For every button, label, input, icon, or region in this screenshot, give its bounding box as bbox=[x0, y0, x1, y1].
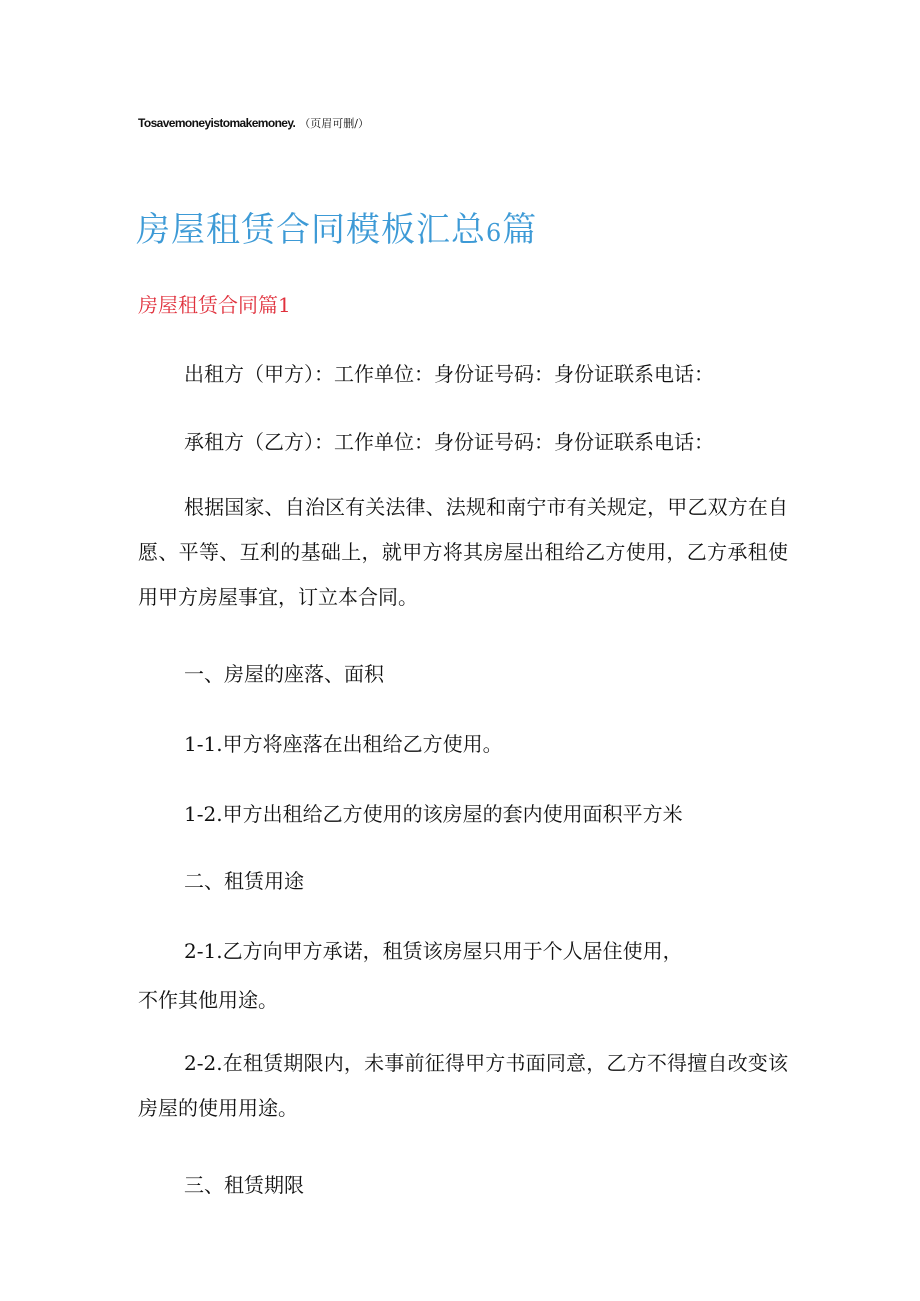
document-title-main: 房屋租赁合同模板汇总 bbox=[136, 210, 486, 250]
header-chinese-text: （页眉可删/） bbox=[299, 117, 370, 130]
clause-1-1: 1-1.甲方将座落在出租给乙方使用。 bbox=[184, 732, 503, 756]
lessee-line: 承租方（乙方）：工作单位：身份证号码：身份证联系电话： bbox=[184, 430, 714, 454]
preamble-paragraph: 根据国家、自治区有关法律、法规和南宁市有关规定，甲乙双方在自愿、平等、互利的基础上，就甲方将其房屋出租给乙方使用，乙方承租使用甲方房屋事宜，订立本合同。 bbox=[138, 495, 788, 609]
clause-2-1-line2: 不作其他用途。 bbox=[138, 988, 278, 1012]
header-english-text: Tosavemoneyistomakemoney. bbox=[138, 116, 296, 130]
contract-subtitle: 房屋租赁合同篇1 bbox=[138, 293, 291, 317]
document-title bbox=[136, 208, 537, 255]
document-title-suffix: 篇 bbox=[502, 210, 538, 250]
clause-2-2: 2-2.在租赁期限内，未事前征得甲方书面同意，乙方不得擅自改变该房屋的使用用途。 bbox=[138, 1051, 788, 1120]
lessor-line: 出租方（甲方）：工作单位：身份证号码：身份证联系电话： bbox=[184, 362, 714, 386]
document-title-number: 6 bbox=[486, 219, 503, 247]
clause-2-1-line1: 2-1.乙方向甲方承诺，租赁该房屋只用于个人居住使用， bbox=[184, 939, 683, 963]
section-1-heading: 一、房屋的座落、面积 bbox=[184, 662, 384, 686]
section-3-heading: 三、租赁期限 bbox=[184, 1173, 304, 1197]
page-header bbox=[138, 115, 369, 132]
section-2-heading: 二、租赁用途 bbox=[184, 869, 304, 893]
clause-1-2: 1-2.甲方出租给乙方使用的该房屋的套内使用面积平方米 bbox=[184, 802, 683, 826]
